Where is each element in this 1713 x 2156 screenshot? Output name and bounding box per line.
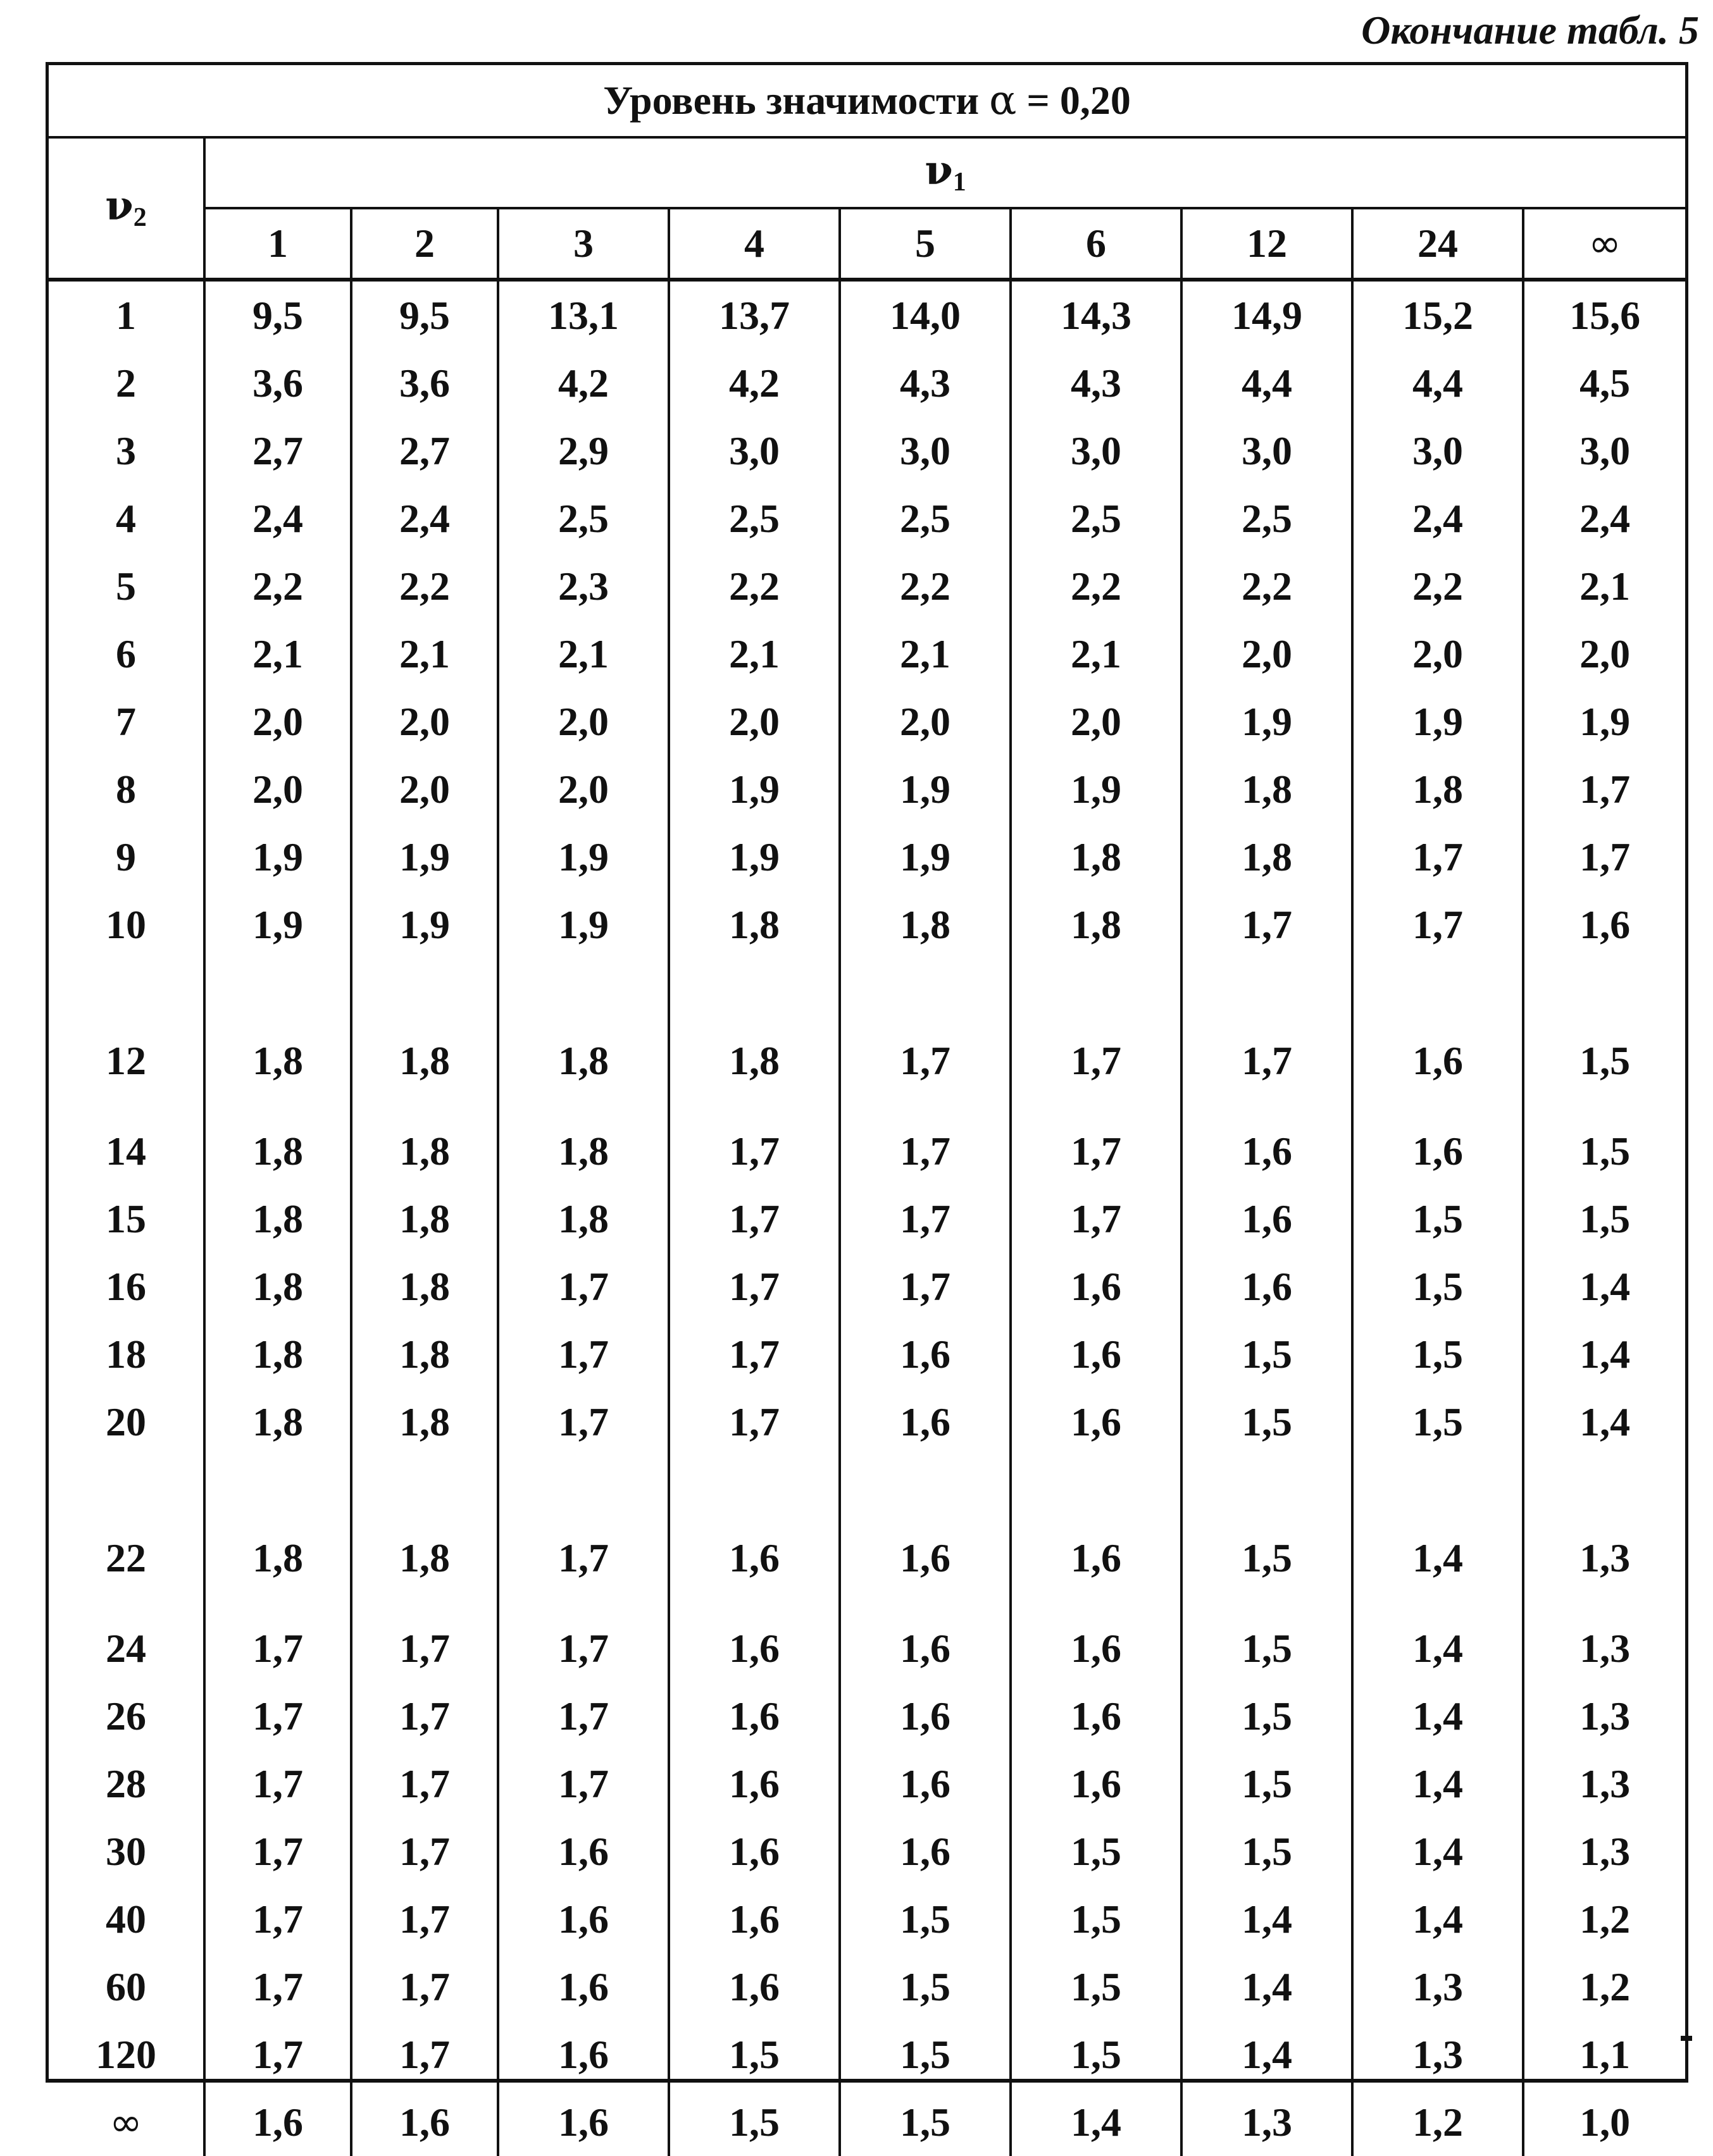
table-cell: 2,0 — [351, 755, 498, 823]
table-cell: 1,6 — [1181, 1253, 1352, 1320]
table-cell: 13,7 — [669, 280, 840, 349]
table-cell: 1,6 — [1352, 1117, 1523, 1185]
table-cell: 1,6 — [498, 2088, 669, 2156]
table-cell: 1,6 — [1011, 1253, 1181, 1320]
table-cell: 1,6 — [669, 1750, 840, 1818]
table-cell: 1,7 — [1523, 823, 1685, 891]
column-header-cell: 24 — [1352, 208, 1523, 280]
title-value: = 0,20 — [1026, 78, 1131, 123]
table-cell: 1,5 — [669, 2088, 840, 2156]
table-cell: 1,6 — [1011, 1682, 1181, 1750]
table-cell: 1,6 — [498, 1953, 669, 2021]
table-row — [49, 1885, 1685, 1953]
table-cell: 1,9 — [669, 823, 840, 891]
table-cell: 1,8 — [840, 891, 1011, 958]
table-cell: 4,2 — [669, 349, 840, 417]
table-cell: 2,3 — [498, 552, 669, 620]
table-row — [49, 2021, 1685, 2088]
table-cell: 1,5 — [1011, 2021, 1181, 2088]
table-cell: 3,0 — [840, 417, 1011, 485]
table-cell: 1,9 — [351, 823, 498, 891]
table-cell: 3,6 — [204, 349, 351, 417]
table-cell: 1,7 — [498, 1750, 669, 1818]
table-cell: 2,4 — [1352, 485, 1523, 552]
table-cell: 1,4 — [1181, 1953, 1352, 2021]
table-row — [49, 1388, 1685, 1456]
table-cell: 2,4 — [1523, 485, 1685, 552]
table-cell: 1,4 — [1181, 2021, 1352, 2088]
table-cell: 2,2 — [669, 552, 840, 620]
table-cell: 1,7 — [1352, 891, 1523, 958]
table-row — [49, 2088, 1685, 2156]
table-cell: 1,2 — [1523, 1953, 1685, 2021]
column-header-cell: 2 — [351, 208, 498, 280]
table-cell: 2,0 — [1181, 620, 1352, 688]
table-cell: 1,4 — [1523, 1253, 1685, 1320]
table-cell: 1,6 — [840, 1750, 1011, 1818]
table-cell: 1,6 — [840, 1818, 1011, 1885]
row-label-v2: 10 — [106, 901, 146, 947]
table-cell: 2,9 — [498, 417, 669, 485]
table-cell: 1,6 — [204, 2088, 351, 2156]
row-label-v2: 3 — [116, 428, 136, 473]
table-cell: 9,5 — [204, 280, 351, 349]
table-row — [49, 552, 1685, 620]
table-cell: 3,0 — [669, 417, 840, 485]
row-label-v2: 14 — [106, 1128, 146, 1174]
table-cell: 1,6 — [498, 1885, 669, 1953]
table-cell: 1,5 — [1181, 1682, 1352, 1750]
table-cell: 1,6 — [1181, 1117, 1352, 1185]
table-cell: 1,5 — [1181, 1388, 1352, 1456]
table-row — [49, 1953, 1685, 2021]
table-cell: 2,2 — [1181, 552, 1352, 620]
table-cell: 1,5 — [1352, 1388, 1523, 1456]
table-cell: 2,4 — [204, 485, 351, 552]
column-header-cell: 3 — [498, 208, 669, 280]
table-row — [49, 1185, 1685, 1253]
title-prefix: Уровень значимости — [603, 78, 980, 123]
table-cell: 2,0 — [1011, 688, 1181, 755]
table-cell: 1,4 — [1352, 1885, 1523, 1953]
table-cell: 1,5 — [1352, 1253, 1523, 1320]
table-cell: 1,4 — [1181, 1885, 1352, 1953]
column-header-v1 — [204, 137, 1685, 208]
table-cell: 15,2 — [1352, 280, 1523, 349]
column-header-cell: 6 — [1011, 208, 1181, 280]
table-cell: 2,1 — [351, 620, 498, 688]
table-cell: 1,6 — [669, 1456, 840, 1614]
table-cell: 2,2 — [1011, 552, 1181, 620]
table-cell: 1,5 — [1181, 1320, 1352, 1388]
table-cell: 1,8 — [498, 1185, 669, 1253]
table-cell: 15,6 — [1523, 280, 1685, 349]
table-cell: 14,0 — [840, 280, 1011, 349]
table-cell: 4,3 — [1011, 349, 1181, 417]
table-cell: 4,3 — [840, 349, 1011, 417]
table-row — [49, 1682, 1685, 1750]
table-cell: 1,3 — [1523, 1456, 1685, 1614]
table-cell: 1,8 — [1011, 823, 1181, 891]
table-cell: 2,0 — [351, 688, 498, 755]
table-cell: 1,6 — [1011, 1388, 1181, 1456]
table-cell: 2,5 — [498, 485, 669, 552]
table-cell: 1,5 — [840, 2088, 1011, 2156]
table-cell: 1,5 — [1181, 1750, 1352, 1818]
column-header-cell: ∞ — [1523, 208, 1685, 280]
table-cell: 1,6 — [1011, 1614, 1181, 1682]
table-cell: 1,5 — [840, 2021, 1011, 2088]
table-cell: 1,7 — [351, 1953, 498, 2021]
table-cell: 2,7 — [204, 417, 351, 485]
table-cell: 1,7 — [204, 1818, 351, 1885]
table-cell: 1,5 — [1011, 1818, 1181, 1885]
table-cell: 1,4 — [1352, 1818, 1523, 1885]
table-cell: 1,6 — [669, 1682, 840, 1750]
table-cell: 1,8 — [351, 958, 498, 1117]
table-cell: 1,3 — [1523, 1614, 1685, 1682]
table-cell: 9,5 — [351, 280, 498, 349]
table-cell: 1,6 — [1011, 1320, 1181, 1388]
table-cell: 1,8 — [351, 1456, 498, 1614]
row-label-v2: 7 — [116, 698, 136, 744]
print-mark — [1681, 2036, 1692, 2041]
table-cell: 1,8 — [498, 1117, 669, 1185]
table-cell: 1,9 — [1181, 688, 1352, 755]
table-cell: 1,8 — [498, 958, 669, 1117]
table-cell: 1,5 — [1011, 1953, 1181, 2021]
table-cell: 1,7 — [669, 1320, 840, 1388]
nu-symbol: ν — [105, 182, 134, 230]
table-cell: 1,4 — [1011, 2088, 1181, 2156]
table-cell: 2,2 — [840, 552, 1011, 620]
row-label-v2: 40 — [106, 1896, 146, 1942]
table-row — [49, 823, 1685, 891]
table-cell: 1,9 — [204, 891, 351, 958]
nu-subscript: 2 — [133, 202, 147, 232]
table-row — [49, 620, 1685, 688]
table-cell: 1,7 — [351, 1682, 498, 1750]
table-cell: 1,7 — [498, 1253, 669, 1320]
table-cell: 2,0 — [1523, 620, 1685, 688]
column-header-cell: 4 — [669, 208, 840, 280]
table-cell: 1,6 — [1352, 958, 1523, 1117]
table-cell: 1,8 — [669, 958, 840, 1117]
table-cell: 1,7 — [498, 1682, 669, 1750]
row-label-v2: 6 — [116, 631, 136, 676]
table-row — [49, 1320, 1685, 1388]
table-cell: 1,8 — [204, 1253, 351, 1320]
table-cell: 3,6 — [351, 349, 498, 417]
row-label-v2: 26 — [106, 1693, 146, 1738]
table-cell: 1,8 — [351, 1253, 498, 1320]
table-row — [49, 417, 1685, 485]
row-label-v2: 4 — [116, 495, 136, 541]
table-cell: 1,8 — [351, 1388, 498, 1456]
table-cell: 1,1 — [1523, 2021, 1685, 2088]
table-cell: 1,2 — [1523, 1885, 1685, 1953]
table-cell: 1,7 — [351, 1614, 498, 1682]
table-cell: 4,5 — [1523, 349, 1685, 417]
table-cell: 1,5 — [1352, 1320, 1523, 1388]
table-cell: 1,4 — [1523, 1320, 1685, 1388]
table-row — [49, 688, 1685, 755]
table-cell: 4,4 — [1181, 349, 1352, 417]
table-cell: 2,1 — [840, 620, 1011, 688]
table-cell: 1,5 — [1181, 1818, 1352, 1885]
table-cell: 1,7 — [1181, 891, 1352, 958]
table-cell: 1,6 — [351, 2088, 498, 2156]
table-cell: 1,2 — [1352, 2088, 1523, 2156]
table-cell: 1,6 — [1011, 1750, 1181, 1818]
table-cell: 1,7 — [840, 1253, 1011, 1320]
table-cell: 14,3 — [1011, 280, 1181, 349]
table-cell: 3,0 — [1523, 417, 1685, 485]
table-cell: 1,7 — [1181, 958, 1352, 1117]
table-cell: 2,1 — [1523, 552, 1685, 620]
table-cell: 1,9 — [498, 891, 669, 958]
table-cell: 1,5 — [1523, 1117, 1685, 1185]
table-cell: 1,8 — [351, 1320, 498, 1388]
table-cell: 1,7 — [498, 1388, 669, 1456]
table-cell: 1,6 — [840, 1614, 1011, 1682]
nu-subscript: 1 — [952, 167, 966, 197]
table-row — [49, 1614, 1685, 1682]
table-cell: 1,7 — [840, 1185, 1011, 1253]
table-cell: 2,0 — [840, 688, 1011, 755]
table-row — [49, 1750, 1685, 1818]
table-cell: 1,8 — [1181, 755, 1352, 823]
data-table — [49, 65, 1685, 2156]
table-cell: 1,5 — [1181, 1456, 1352, 1614]
table-cell: 1,7 — [204, 1885, 351, 1953]
table-cell: 1,8 — [204, 1456, 351, 1614]
table-cell: 1,8 — [351, 1117, 498, 1185]
table-cell: 1,5 — [840, 1953, 1011, 2021]
table-cell: 2,0 — [498, 755, 669, 823]
row-label-v2: ∞ — [109, 2098, 142, 2145]
table-row — [49, 1117, 1685, 1185]
table-cell: 1,6 — [840, 1682, 1011, 1750]
table-cell: 1,3 — [1523, 1818, 1685, 1885]
table-cell: 2,0 — [204, 688, 351, 755]
table-cell: 1,7 — [204, 1682, 351, 1750]
table-cell: 2,5 — [1181, 485, 1352, 552]
table-cell: 1,7 — [351, 1818, 498, 1885]
row-label-v2: 20 — [106, 1399, 146, 1444]
table-cell: 1,9 — [351, 891, 498, 958]
table-cell: 1,4 — [1352, 1614, 1523, 1682]
table-cell: 4,4 — [1352, 349, 1523, 417]
table-cell: 2,2 — [351, 552, 498, 620]
table-cell: 1,7 — [498, 1320, 669, 1388]
row-label-v2: 30 — [106, 1828, 146, 1874]
table-row — [49, 891, 1685, 958]
table-cell: 1,4 — [1352, 1682, 1523, 1750]
alpha-symbol: α — [989, 77, 1017, 124]
row-label-v2: 24 — [106, 1625, 146, 1671]
f-distribution-table — [46, 62, 1688, 2145]
table-cell: 2,4 — [351, 485, 498, 552]
table-cell: 1,6 — [840, 1320, 1011, 1388]
table-cell: 1,7 — [1011, 958, 1181, 1117]
table-cell: 1,5 — [669, 2021, 840, 2088]
table-cell: 1,3 — [1523, 1750, 1685, 1818]
table-row — [49, 755, 1685, 823]
table-cell: 1,6 — [669, 1614, 840, 1682]
table-cell: 1,6 — [1011, 1456, 1181, 1614]
table-cell: 1,7 — [669, 1388, 840, 1456]
table-cell: 1,7 — [669, 1117, 840, 1185]
table-caption: Окончание табл. 5 — [1361, 8, 1699, 53]
table-cell: 1,3 — [1352, 1953, 1523, 2021]
table-row — [49, 958, 1685, 1117]
table-cell: 1,7 — [351, 2021, 498, 2088]
table-cell: 1,6 — [669, 1953, 840, 2021]
table-cell: 1,7 — [1011, 1185, 1181, 1253]
table-cell: 2,5 — [669, 485, 840, 552]
table-cell: 1,6 — [840, 1456, 1011, 1614]
column-header-cell: 1 — [204, 208, 351, 280]
row-label-v2: 8 — [116, 766, 136, 812]
table-cell: 1,0 — [1523, 2088, 1685, 2156]
table-cell: 1,7 — [1352, 823, 1523, 891]
table-cell: 1,7 — [840, 958, 1011, 1117]
table-cell: 1,7 — [351, 1750, 498, 1818]
table-cell: 2,2 — [1352, 552, 1523, 620]
row-label-v2: 18 — [106, 1331, 146, 1377]
table-cell: 3,0 — [1011, 417, 1181, 485]
table-cell: 1,7 — [1011, 1117, 1181, 1185]
table-cell: 1,9 — [840, 823, 1011, 891]
table-cell: 1,4 — [1352, 1750, 1523, 1818]
row-label-v2: 9 — [116, 834, 136, 879]
table-cell: 1,6 — [1523, 891, 1685, 958]
table-cell: 2,1 — [1011, 620, 1181, 688]
table-row — [49, 1253, 1685, 1320]
table-cell: 1,7 — [498, 1614, 669, 1682]
table-cell: 1,7 — [498, 1456, 669, 1614]
table-cell: 2,0 — [204, 755, 351, 823]
table-cell: 1,6 — [498, 2021, 669, 2088]
table-cell: 1,9 — [840, 755, 1011, 823]
table-cell: 1,5 — [1352, 1185, 1523, 1253]
row-label-v2: 120 — [96, 2031, 156, 2077]
table-cell: 1,3 — [1181, 2088, 1352, 2156]
table-cell: 1,3 — [1352, 2021, 1523, 2088]
table-cell: 1,8 — [669, 891, 840, 958]
table-cell: 1,9 — [498, 823, 669, 891]
table-cell: 2,2 — [204, 552, 351, 620]
row-label-v2: 12 — [106, 1038, 146, 1083]
table-cell: 2,7 — [351, 417, 498, 485]
table-cell: 1,9 — [1523, 688, 1685, 755]
table-cell: 1,9 — [204, 823, 351, 891]
row-label-v2: 28 — [106, 1761, 146, 1806]
table-cell: 1,7 — [204, 2021, 351, 2088]
table-cell: 1,4 — [1523, 1388, 1685, 1456]
table-row — [49, 280, 1685, 349]
table-cell: 1,8 — [204, 1320, 351, 1388]
table-cell: 1,7 — [351, 1885, 498, 1953]
table-cell: 2,0 — [498, 688, 669, 755]
table-cell: 1,8 — [1352, 755, 1523, 823]
row-label-v2: 16 — [106, 1263, 146, 1309]
nu-symbol: ν — [925, 146, 953, 194]
table-row — [49, 485, 1685, 552]
table-cell: 1,7 — [204, 1750, 351, 1818]
row-header-v2 — [49, 137, 204, 280]
table-cell: 1,6 — [1181, 1185, 1352, 1253]
table-cell: 1,8 — [204, 1185, 351, 1253]
table-cell: 4,2 — [498, 349, 669, 417]
table-cell: 3,0 — [1181, 417, 1352, 485]
table-cell: 1,7 — [840, 1117, 1011, 1185]
table-cell: 1,5 — [1523, 1185, 1685, 1253]
column-header-cell: 12 — [1181, 208, 1352, 280]
table-cell: 1,8 — [204, 1117, 351, 1185]
table-cell: 1,9 — [1352, 688, 1523, 755]
table-cell: 1,5 — [840, 1885, 1011, 1953]
table-row — [49, 349, 1685, 417]
table-cell: 1,8 — [204, 1388, 351, 1456]
row-label-v2: 2 — [116, 360, 136, 406]
table-cell: 13,1 — [498, 280, 669, 349]
table-cell: 1,9 — [1011, 755, 1181, 823]
table-row — [49, 1818, 1685, 1885]
table-cell: 1,6 — [498, 1818, 669, 1885]
table-cell: 1,6 — [840, 1388, 1011, 1456]
table-cell: 2,5 — [1011, 485, 1181, 552]
row-label-v2: 1 — [116, 292, 136, 338]
table-cell: 2,1 — [669, 620, 840, 688]
table-cell: 1,6 — [669, 1818, 840, 1885]
row-label-v2: 15 — [106, 1196, 146, 1241]
table-row — [49, 1456, 1685, 1614]
table-cell: 2,0 — [1352, 620, 1523, 688]
table-cell: 1,7 — [204, 1953, 351, 2021]
table-cell: 2,1 — [498, 620, 669, 688]
table-cell: 1,8 — [351, 1185, 498, 1253]
table-cell: 1,7 — [204, 1614, 351, 1682]
table-cell: 1,7 — [1523, 755, 1685, 823]
significance-level-title — [49, 65, 1685, 137]
table-cell: 1,5 — [1181, 1614, 1352, 1682]
column-header-cell: 5 — [840, 208, 1011, 280]
row-label-v2: 60 — [106, 1964, 146, 2009]
table-cell: 1,6 — [669, 1885, 840, 1953]
table-cell: 2,0 — [669, 688, 840, 755]
row-label-v2: 22 — [106, 1535, 146, 1580]
table-cell: 1,5 — [1011, 1885, 1181, 1953]
table-cell: 3,0 — [1352, 417, 1523, 485]
row-label-v2: 5 — [116, 563, 136, 609]
table-cell: 1,4 — [1352, 1456, 1523, 1614]
table-cell: 1,7 — [669, 1185, 840, 1253]
table-cell: 1,8 — [1181, 823, 1352, 891]
table-cell: 14,9 — [1181, 280, 1352, 349]
table-cell: 1,5 — [1523, 958, 1685, 1117]
table-cell: 1,8 — [204, 958, 351, 1117]
table-cell: 2,1 — [204, 620, 351, 688]
table-cell: 1,7 — [669, 1253, 840, 1320]
table-cell: 1,9 — [669, 755, 840, 823]
table-cell: 2,5 — [840, 485, 1011, 552]
table-cell: 1,8 — [1011, 891, 1181, 958]
table-cell: 1,3 — [1523, 1682, 1685, 1750]
